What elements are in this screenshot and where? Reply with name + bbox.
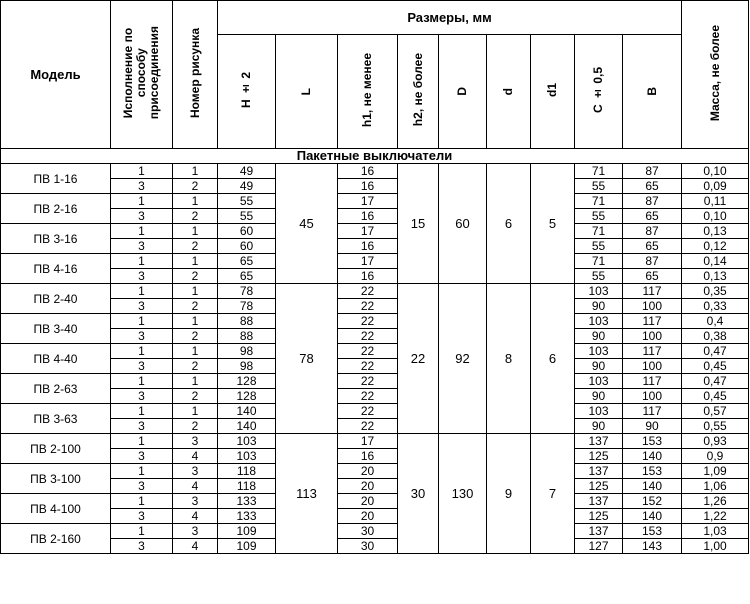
B-cell: 87 <box>623 254 682 269</box>
h1-cell: 16 <box>338 209 398 224</box>
C-cell: 137 <box>575 434 623 449</box>
figure-cell: 1 <box>173 254 218 269</box>
H-cell: 98 <box>218 359 276 374</box>
h1-cell: 22 <box>338 329 398 344</box>
h1-cell: 17 <box>338 194 398 209</box>
B-cell: 100 <box>623 329 682 344</box>
table-row <box>1 284 749 299</box>
table-row <box>1 254 749 269</box>
model-name-cell: ПВ 3-16 <box>1 224 111 254</box>
table-row <box>1 404 749 419</box>
table-row <box>1 299 749 314</box>
header-d: d <box>487 35 531 149</box>
execution-cell: 1 <box>111 434 173 449</box>
header-figure: Номер рисунка <box>173 1 218 149</box>
execution-cell: 1 <box>111 164 173 179</box>
mass-cell: 0,47 <box>682 374 749 389</box>
h1-cell: 20 <box>338 509 398 524</box>
d-cell: 6 <box>487 164 531 284</box>
C-cell: 71 <box>575 254 623 269</box>
h1-cell: 16 <box>338 239 398 254</box>
C-cell: 125 <box>575 479 623 494</box>
h1-cell: 22 <box>338 284 398 299</box>
C-cell: 55 <box>575 209 623 224</box>
H-cell: 118 <box>218 479 276 494</box>
execution-cell: 3 <box>111 209 173 224</box>
B-cell: 117 <box>623 344 682 359</box>
mass-cell: 0,35 <box>682 284 749 299</box>
C-cell: 127 <box>575 539 623 554</box>
C-cell: 90 <box>575 419 623 434</box>
C-cell: 55 <box>575 269 623 284</box>
mass-cell: 0,14 <box>682 254 749 269</box>
figure-cell: 3 <box>173 494 218 509</box>
C-cell: 103 <box>575 374 623 389</box>
C-cell: 103 <box>575 284 623 299</box>
model-name-cell: ПВ 2-160 <box>1 524 111 554</box>
C-cell: 125 <box>575 449 623 464</box>
D-cell: 130 <box>439 434 487 554</box>
h1-cell: 22 <box>338 299 398 314</box>
B-cell: 90 <box>623 419 682 434</box>
execution-cell: 1 <box>111 194 173 209</box>
h1-cell: 22 <box>338 344 398 359</box>
H-cell: 49 <box>218 164 276 179</box>
figure-cell: 1 <box>173 194 218 209</box>
C-cell: 125 <box>575 509 623 524</box>
header-h2: h2, не более <box>398 35 439 149</box>
header-B: B <box>623 35 682 149</box>
h1-cell: 20 <box>338 479 398 494</box>
h1-cell: 16 <box>338 269 398 284</box>
B-cell: 87 <box>623 164 682 179</box>
H-cell: 133 <box>218 494 276 509</box>
table-row <box>1 464 749 479</box>
h1-cell: 30 <box>338 524 398 539</box>
h1-cell: 20 <box>338 494 398 509</box>
header-D: D <box>439 35 487 149</box>
B-cell: 87 <box>623 194 682 209</box>
table-row <box>1 479 749 494</box>
h1-cell: 17 <box>338 254 398 269</box>
mass-cell: 0,38 <box>682 329 749 344</box>
model-name-cell: ПВ 2-63 <box>1 374 111 404</box>
mass-cell: 0,55 <box>682 419 749 434</box>
C-cell: 103 <box>575 314 623 329</box>
execution-cell: 1 <box>111 254 173 269</box>
execution-cell: 1 <box>111 374 173 389</box>
B-cell: 143 <box>623 539 682 554</box>
figure-cell: 1 <box>173 314 218 329</box>
header-C: C ± 0,5 <box>575 35 623 149</box>
table-row <box>1 269 749 284</box>
execution-cell: 3 <box>111 179 173 194</box>
H-cell: 60 <box>218 224 276 239</box>
H-cell: 98 <box>218 344 276 359</box>
table-row <box>1 509 749 524</box>
H-cell: 65 <box>218 269 276 284</box>
B-cell: 117 <box>623 404 682 419</box>
B-cell: 87 <box>623 224 682 239</box>
H-cell: 133 <box>218 509 276 524</box>
mass-cell: 1,00 <box>682 539 749 554</box>
B-cell: 153 <box>623 434 682 449</box>
figure-cell: 4 <box>173 539 218 554</box>
figure-cell: 1 <box>173 284 218 299</box>
h1-cell: 22 <box>338 419 398 434</box>
table-header <box>1 1 749 149</box>
B-cell: 117 <box>623 284 682 299</box>
C-cell: 103 <box>575 404 623 419</box>
header-model: Модель <box>1 1 111 149</box>
execution-cell: 1 <box>111 494 173 509</box>
h1-cell: 22 <box>338 314 398 329</box>
figure-cell: 2 <box>173 329 218 344</box>
C-cell: 90 <box>575 299 623 314</box>
H-cell: 78 <box>218 299 276 314</box>
mass-cell: 0,4 <box>682 314 749 329</box>
B-cell: 140 <box>623 509 682 524</box>
header-sizes: Размеры, мм <box>218 1 682 35</box>
mass-cell: 0,13 <box>682 269 749 284</box>
mass-cell: 0,12 <box>682 239 749 254</box>
figure-cell: 3 <box>173 464 218 479</box>
execution-cell: 1 <box>111 284 173 299</box>
execution-cell: 3 <box>111 509 173 524</box>
execution-cell: 1 <box>111 404 173 419</box>
execution-cell: 3 <box>111 299 173 314</box>
C-cell: 71 <box>575 164 623 179</box>
mass-cell: 0,13 <box>682 224 749 239</box>
table-row <box>1 164 749 179</box>
B-cell: 117 <box>623 374 682 389</box>
model-name-cell: ПВ 4-16 <box>1 254 111 284</box>
d1-cell: 7 <box>531 434 575 554</box>
D-cell: 92 <box>439 284 487 434</box>
execution-cell: 1 <box>111 344 173 359</box>
mass-cell: 0,09 <box>682 179 749 194</box>
execution-cell: 3 <box>111 539 173 554</box>
h2-cell: 30 <box>398 434 439 554</box>
H-cell: 88 <box>218 329 276 344</box>
B-cell: 65 <box>623 269 682 284</box>
C-cell: 90 <box>575 329 623 344</box>
d-cell: 9 <box>487 434 531 554</box>
header-mass: Масса, не более <box>682 1 749 149</box>
figure-cell: 4 <box>173 449 218 464</box>
table-row <box>1 494 749 509</box>
figure-cell: 1 <box>173 404 218 419</box>
figure-cell: 4 <box>173 509 218 524</box>
B-cell: 65 <box>623 239 682 254</box>
model-name-cell: ПВ 2-40 <box>1 284 111 314</box>
C-cell: 55 <box>575 179 623 194</box>
mass-cell: 1,22 <box>682 509 749 524</box>
H-cell: 65 <box>218 254 276 269</box>
figure-cell: 2 <box>173 299 218 314</box>
H-cell: 109 <box>218 524 276 539</box>
figure-cell: 3 <box>173 434 218 449</box>
model-name-cell: ПВ 3-40 <box>1 314 111 344</box>
model-name-cell: ПВ 1-16 <box>1 164 111 194</box>
H-cell: 118 <box>218 464 276 479</box>
C-cell: 137 <box>575 524 623 539</box>
h1-cell: 17 <box>338 434 398 449</box>
table-row <box>1 344 749 359</box>
mass-cell: 1,09 <box>682 464 749 479</box>
table-row <box>1 224 749 239</box>
h1-cell: 17 <box>338 224 398 239</box>
header-H: H ± 2 <box>218 35 276 149</box>
C-cell: 71 <box>575 224 623 239</box>
figure-cell: 1 <box>173 374 218 389</box>
L-cell: 78 <box>276 284 338 434</box>
d1-cell: 6 <box>531 284 575 434</box>
execution-cell: 1 <box>111 314 173 329</box>
table-row <box>1 449 749 464</box>
h1-cell: 16 <box>338 164 398 179</box>
B-cell: 152 <box>623 494 682 509</box>
B-cell: 100 <box>623 389 682 404</box>
table-row <box>1 539 749 554</box>
figure-cell: 1 <box>173 224 218 239</box>
figure-cell: 2 <box>173 359 218 374</box>
H-cell: 128 <box>218 374 276 389</box>
model-name-cell: ПВ 3-63 <box>1 404 111 434</box>
H-cell: 78 <box>218 284 276 299</box>
model-name-cell: ПВ 4-40 <box>1 344 111 374</box>
execution-cell: 3 <box>111 269 173 284</box>
h1-cell: 22 <box>338 404 398 419</box>
mass-cell: 1,06 <box>682 479 749 494</box>
C-cell: 71 <box>575 194 623 209</box>
mass-cell: 0,45 <box>682 389 749 404</box>
figure-cell: 2 <box>173 209 218 224</box>
mass-cell: 0,45 <box>682 359 749 374</box>
figure-cell: 1 <box>173 164 218 179</box>
section-title: Пакетные выключатели <box>1 149 749 164</box>
C-cell: 137 <box>575 464 623 479</box>
H-cell: 88 <box>218 314 276 329</box>
B-cell: 65 <box>623 209 682 224</box>
h1-cell: 16 <box>338 449 398 464</box>
C-cell: 103 <box>575 344 623 359</box>
table-row <box>1 329 749 344</box>
L-cell: 113 <box>276 434 338 554</box>
mass-cell: 0,93 <box>682 434 749 449</box>
table-row <box>1 239 749 254</box>
execution-cell: 3 <box>111 479 173 494</box>
model-name-cell: ПВ 3-100 <box>1 464 111 494</box>
execution-cell: 3 <box>111 329 173 344</box>
table-row <box>1 374 749 389</box>
B-cell: 100 <box>623 299 682 314</box>
C-cell: 90 <box>575 359 623 374</box>
mass-cell: 0,11 <box>682 194 749 209</box>
table-row <box>1 194 749 209</box>
figure-cell: 2 <box>173 419 218 434</box>
table-body <box>1 149 749 554</box>
mass-cell: 0,47 <box>682 344 749 359</box>
B-cell: 140 <box>623 479 682 494</box>
B-cell: 153 <box>623 524 682 539</box>
execution-cell: 1 <box>111 464 173 479</box>
table-row <box>1 524 749 539</box>
mass-cell: 1,03 <box>682 524 749 539</box>
table-row <box>1 314 749 329</box>
h1-cell: 16 <box>338 179 398 194</box>
table-row <box>1 389 749 404</box>
mass-cell: 1,26 <box>682 494 749 509</box>
H-cell: 128 <box>218 389 276 404</box>
h1-cell: 22 <box>338 359 398 374</box>
H-cell: 55 <box>218 194 276 209</box>
header-d1: d1 <box>531 35 575 149</box>
h1-cell: 20 <box>338 464 398 479</box>
figure-cell: 2 <box>173 179 218 194</box>
model-name-cell: ПВ 4-100 <box>1 494 111 524</box>
H-cell: 140 <box>218 419 276 434</box>
H-cell: 140 <box>218 404 276 419</box>
d-cell: 8 <box>487 284 531 434</box>
h2-cell: 15 <box>398 164 439 284</box>
figure-cell: 3 <box>173 524 218 539</box>
C-cell: 137 <box>575 494 623 509</box>
mass-cell: 0,10 <box>682 209 749 224</box>
d1-cell: 5 <box>531 164 575 284</box>
execution-cell: 3 <box>111 449 173 464</box>
H-cell: 109 <box>218 539 276 554</box>
figure-cell: 2 <box>173 269 218 284</box>
H-cell: 103 <box>218 449 276 464</box>
figure-cell: 2 <box>173 389 218 404</box>
execution-cell: 3 <box>111 239 173 254</box>
execution-cell: 3 <box>111 359 173 374</box>
model-name-cell: ПВ 2-100 <box>1 434 111 464</box>
table-row <box>1 419 749 434</box>
C-cell: 90 <box>575 389 623 404</box>
mass-cell: 0,33 <box>682 299 749 314</box>
header-h1: h1, не менее <box>338 35 398 149</box>
header-L: L <box>276 35 338 149</box>
execution-cell: 3 <box>111 389 173 404</box>
section-row <box>1 149 749 164</box>
mass-cell: 0,57 <box>682 404 749 419</box>
h1-cell: 30 <box>338 539 398 554</box>
h1-cell: 22 <box>338 389 398 404</box>
C-cell: 55 <box>575 239 623 254</box>
B-cell: 140 <box>623 449 682 464</box>
figure-cell: 2 <box>173 239 218 254</box>
execution-cell: 3 <box>111 419 173 434</box>
B-cell: 100 <box>623 359 682 374</box>
table-row <box>1 434 749 449</box>
H-cell: 103 <box>218 434 276 449</box>
model-name-cell: ПВ 2-16 <box>1 194 111 224</box>
B-cell: 117 <box>623 314 682 329</box>
H-cell: 55 <box>218 209 276 224</box>
table-row <box>1 359 749 374</box>
B-cell: 65 <box>623 179 682 194</box>
H-cell: 49 <box>218 179 276 194</box>
header-execution: Исполнение по способу присоединения <box>111 1 173 149</box>
H-cell: 60 <box>218 239 276 254</box>
table-row <box>1 179 749 194</box>
table-row <box>1 209 749 224</box>
mass-cell: 0,9 <box>682 449 749 464</box>
execution-cell: 1 <box>111 524 173 539</box>
B-cell: 153 <box>623 464 682 479</box>
execution-cell: 1 <box>111 224 173 239</box>
figure-cell: 4 <box>173 479 218 494</box>
L-cell: 45 <box>276 164 338 284</box>
h1-cell: 22 <box>338 374 398 389</box>
figure-cell: 1 <box>173 344 218 359</box>
mass-cell: 0,10 <box>682 164 749 179</box>
D-cell: 60 <box>439 164 487 284</box>
h2-cell: 22 <box>398 284 439 434</box>
